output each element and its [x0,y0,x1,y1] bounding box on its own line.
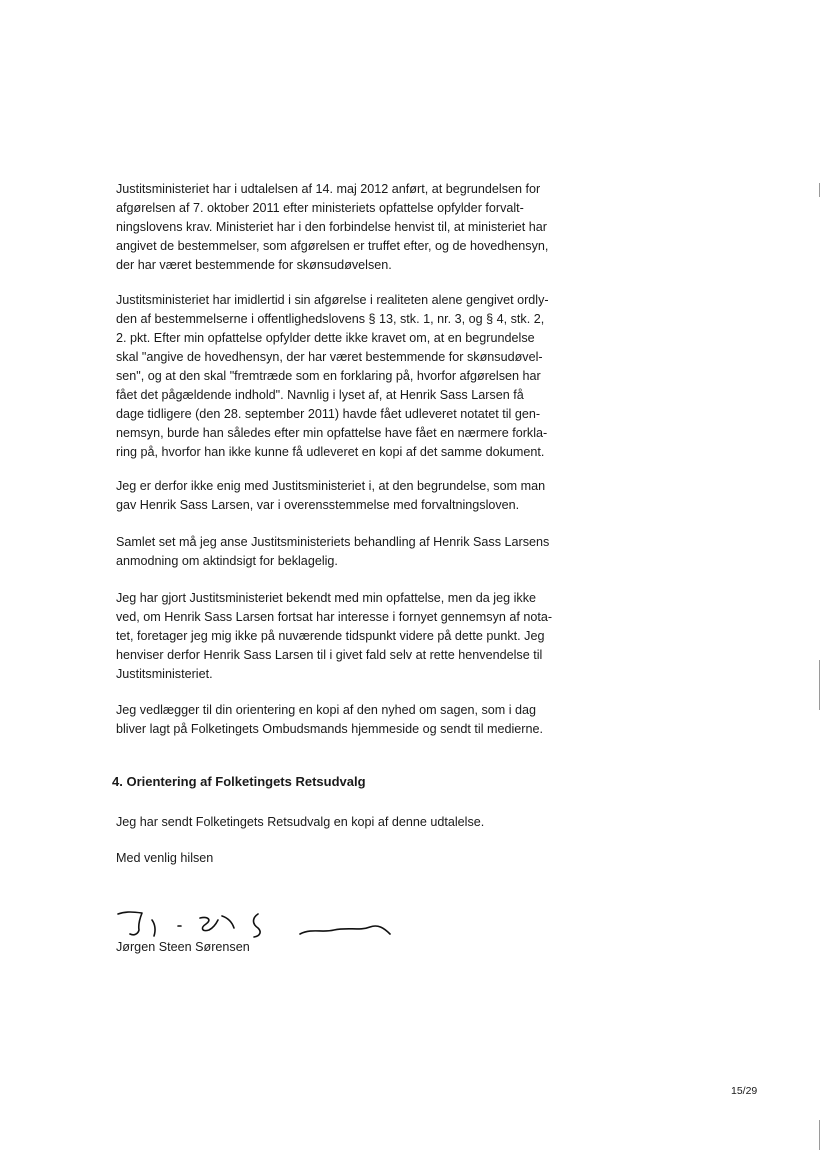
handwritten-signature [112,906,402,942]
paragraph-line: sen", og at den skal "fremtræde som en forklaring på, hvorfor afgørelsen har [116,369,541,383]
paragraph-line: tet, foretager jeg mig ikke på nuværende tidspunkt videre på dette punkt. Jeg [116,629,545,643]
paragraph-disagreement [116,477,586,515]
paragraph-line: 2. pkt. Efter min opfattelse opfylder dette ikke kravet om, at en begrundelse [116,331,535,345]
paragraph-line: angivet de bestemmelser, som afgørelsen er truffet efter, og de hovedhensyn, [116,239,549,253]
paragraph-line: dage tidligere (den 28. september 2011) havde fået udleveret notatet til gen- [116,407,541,421]
paragraph-line: Jeg har sendt Folketingets Retsudvalg en kopi af denne udtalelse. [116,815,485,829]
paragraph-line: bliver lagt på Folketingets Ombudsmands hjemmeside og sendt til medierne. [116,722,544,736]
paragraph-line: nemsyn, burde han således efter min opfattelse have fået en nærmere forkla- [116,426,548,440]
salutation [116,849,586,868]
paragraph-attachment [116,701,586,739]
paragraph-ministry-statement [116,180,586,275]
paragraph-line: Jeg er derfor ikke enig med Justitsministeriet i, at den begrundelse, som man [116,479,546,493]
paragraph-line: ved, om Henrik Sass Larsen fortsat har interesse i fornyet gennemsyn af nota- [116,610,553,624]
paragraph-copy-sent [116,813,586,832]
paragraph-line: skal "angive de hovedhensyn, der har været bestemmende for skønsudøvel- [116,350,543,364]
paragraph-conclusion [116,533,586,571]
paragraph-line: Samlet set må jeg anse Justitsministeriets behandling af Henrik Sass Larsens [116,535,550,549]
paragraph-line: ningslovens krav. Ministeriet har i den forbindelse henvist til, at ministeriet har [116,220,547,234]
scan-edge-mark [819,183,820,197]
paragraph-line: ring på, hvorfor han ikke kunne få udleveret en kopi af det samme dokument. [116,445,545,459]
salutation-text: Med venlig hilsen [116,851,214,865]
signer-name: Jørgen Steen Sørensen [116,940,250,954]
paragraph-line: Justitsministeriet. [116,667,213,681]
page-number: 15/29 [731,1085,758,1097]
paragraph-line: gav Henrik Sass Larsen, var i overensstemmelse med forvaltningsloven. [116,498,520,512]
scan-edge-mark [819,660,820,710]
paragraph-line: Jeg vedlægger til din orientering en kopi af den nyhed om sagen, som i dag [116,703,537,717]
paragraph-line: anmodning om aktindsigt for beklagelig. [116,554,338,568]
paragraph-line: den af bestemmelserne i offentlighedslovens § 13, stk. 1, nr. 3, og § 4, stk. 2, [116,312,545,326]
scan-edge-mark [819,1120,820,1150]
paragraph-line: Justitsministeriet har i udtalelsen af 14. maj 2012 anført, at begrundelsen for [116,182,541,196]
paragraph-line: Jeg har gjort Justitsministeriet bekendt med min opfattelse, men da jeg ikke [116,591,536,605]
section-heading: 4. Orientering af Folketingets Retsudvalg [112,774,366,789]
paragraph-line: henviser derfor Henrik Sass Larsen til i givet fald selv at rette henvendelse til [116,648,543,662]
paragraph-line: der har været bestemmende for skønsudøvelsen. [116,258,392,272]
paragraph-line: afgørelsen af 7. oktober 2011 efter ministeriets opfattelse opfylder forvalt- [116,201,524,215]
paragraph-referral [116,589,586,684]
paragraph-line: fået det pågældende indhold". Navnlig i lyset af, at Henrik Sass Larsen få [116,388,524,402]
paragraph-assessment [116,291,586,462]
paragraph-line: Justitsministeriet har imidlertid i sin afgørelse i realiteten alene gengivet ordly- [116,293,549,307]
